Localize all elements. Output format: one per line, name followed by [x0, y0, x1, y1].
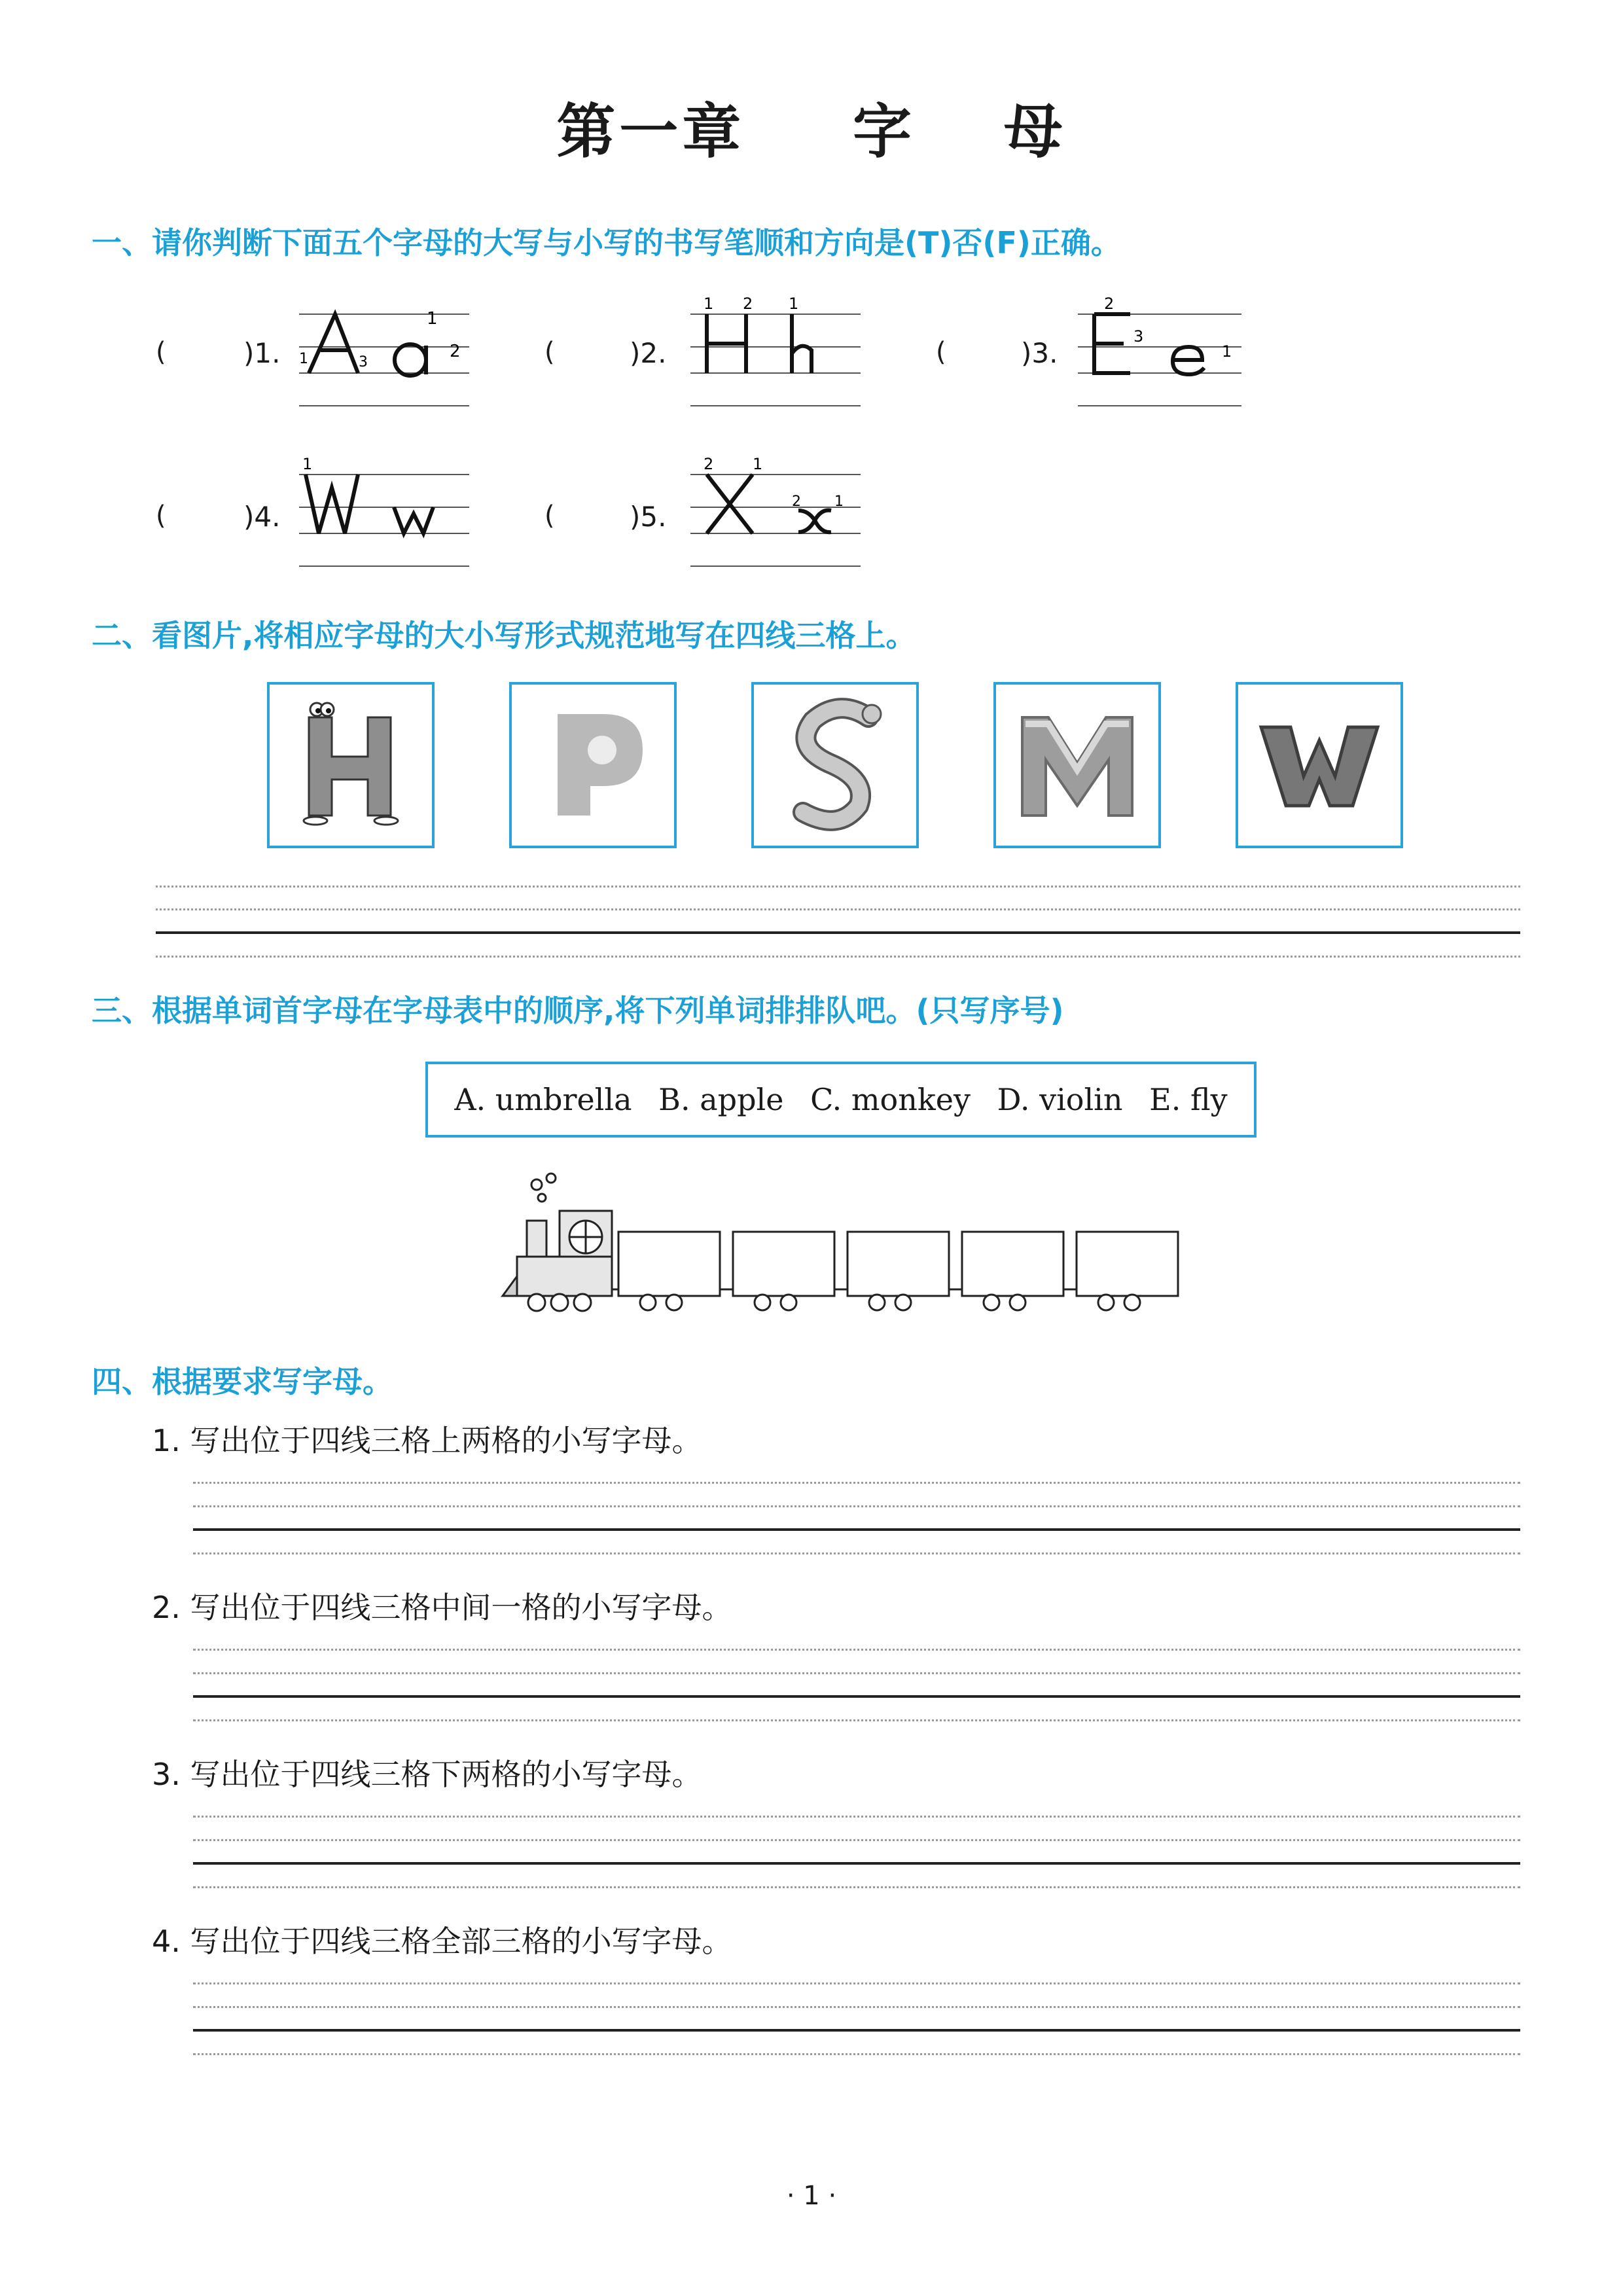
svg-text:1: 1 — [753, 455, 763, 473]
q4-2-line-middle — [193, 1672, 1520, 1674]
title-char-1: 字 — [853, 97, 916, 166]
letter-stroke-diagram-xx — [687, 455, 864, 573]
q4-1-line-bottom — [193, 1552, 1520, 1554]
train-car-5 — [1077, 1232, 1178, 1296]
word-option-e: E. fly — [1149, 1082, 1228, 1117]
q1-item-1-number: )1. — [243, 337, 281, 369]
q4-item-2: 2. 写出位于四线三格中间一格的小写字母。 — [152, 1590, 732, 1625]
q4-item-4: 4. 写出位于四线三格全部三格的小写字母。 — [152, 1924, 732, 1959]
q4-3-line-middle — [193, 1839, 1520, 1841]
writing-baseline — [156, 931, 1520, 934]
train-illustration — [497, 1172, 1191, 1319]
svg-text:1: 1 — [704, 295, 714, 313]
q4-3-baseline — [193, 1862, 1520, 1865]
svg-text:1: 1 — [789, 295, 799, 313]
train-car-3 — [847, 1232, 949, 1296]
svg-text:2: 2 — [450, 342, 461, 361]
q4-4-baseline — [193, 2029, 1520, 2032]
picture-letter-s — [751, 682, 919, 848]
writing-line-top — [156, 886, 1520, 888]
svg-text:2: 2 — [704, 455, 714, 473]
section-1-heading: 一、请你判断下面五个字母的大写与小写的书写笔顺和方向是(T)否(F)正确。 — [92, 225, 1121, 260]
picture-letter-m — [993, 682, 1161, 848]
q4-4-line-top — [193, 1982, 1520, 1984]
word-option-c: C. monkey — [810, 1082, 971, 1117]
q4-item-1: 1. 写出位于四线三格上两格的小写字母。 — [152, 1423, 702, 1458]
m-character-illustration — [996, 685, 1158, 846]
writing-line-bottom — [156, 956, 1520, 958]
page-title — [0, 84, 1623, 169]
q4-3-line-top — [193, 1816, 1520, 1818]
w-character-illustration — [1238, 685, 1400, 846]
q4-2-baseline — [193, 1695, 1520, 1698]
train-car-4 — [962, 1232, 1063, 1296]
title-chapter: 第一章 — [556, 97, 745, 166]
svg-text:2: 2 — [792, 493, 801, 510]
svg-text:3: 3 — [359, 354, 368, 370]
answer-paren-open-4: ( — [156, 501, 166, 531]
page-number: · 1 · — [786, 2181, 837, 2211]
answer-paren-open-3: ( — [936, 337, 946, 367]
train-car-1 — [618, 1232, 720, 1296]
q1-item-2-number: )2. — [630, 337, 667, 369]
locomotive — [503, 1174, 612, 1296]
train-car-2 — [733, 1232, 834, 1296]
answer-paren-open-1: ( — [156, 337, 166, 367]
svg-text:1: 1 — [427, 309, 438, 329]
letter-stroke-diagram-ww — [296, 455, 473, 573]
letter-stroke-diagram-hh — [687, 295, 864, 412]
svg-text:3: 3 — [1133, 327, 1144, 346]
q4-2-line-top — [193, 1649, 1520, 1651]
section-2-heading: 二、看图片,将相应字母的大小写形式规范地写在四线三格上。 — [92, 618, 916, 653]
word-options-box — [425, 1062, 1257, 1138]
picture-letter-w — [1236, 682, 1403, 848]
svg-text:1: 1 — [302, 455, 313, 473]
q4-3-line-bottom — [193, 1886, 1520, 1888]
s-snake-illustration — [754, 685, 916, 846]
section-3-heading: 三、根据单词首字母在字母表中的顺序,将下列单词排排队吧。(只写序号) — [92, 993, 1064, 1028]
q4-1-line-middle — [193, 1505, 1520, 1507]
q4-item-3: 3. 写出位于四线三格下两格的小写字母。 — [152, 1757, 702, 1792]
answer-paren-open-5: ( — [544, 501, 555, 531]
title-char-2: 母 — [1003, 97, 1067, 166]
answer-paren-open-2: ( — [544, 337, 555, 367]
letter-stroke-diagram-ee — [1075, 295, 1245, 412]
answer-blank-3[interactable] — [969, 331, 1021, 370]
locomotive-wheels — [528, 1294, 591, 1311]
writing-line-middle — [156, 908, 1520, 910]
letter-stroke-diagram-aa — [296, 295, 473, 412]
p-character-illustration — [512, 685, 674, 846]
section-4-heading: 四、根据要求写字母。 — [92, 1364, 393, 1399]
q4-2-line-bottom — [193, 1719, 1520, 1721]
svg-text:2: 2 — [743, 295, 753, 313]
answer-blank-4[interactable] — [190, 494, 242, 533]
svg-text:2: 2 — [1104, 295, 1115, 313]
q1-item-4-number: )4. — [243, 501, 281, 533]
q1-item-3-number: )3. — [1021, 337, 1058, 369]
answer-blank-2[interactable] — [577, 331, 630, 370]
picture-letter-p — [509, 682, 677, 848]
h-character-illustration — [270, 685, 432, 846]
word-option-a: A. umbrella — [454, 1082, 632, 1117]
q1-item-5-number: )5. — [630, 501, 667, 533]
answer-blank-5[interactable] — [577, 494, 630, 533]
word-option-d: D. violin — [997, 1082, 1123, 1117]
picture-letter-h — [267, 682, 435, 848]
svg-text:1: 1 — [1222, 342, 1232, 361]
q4-4-line-middle — [193, 2006, 1520, 2008]
answer-blank-1[interactable] — [190, 331, 242, 370]
svg-text:1: 1 — [299, 351, 308, 367]
q4-1-line-top — [193, 1482, 1520, 1484]
q4-4-line-bottom — [193, 2053, 1520, 2055]
q4-1-baseline — [193, 1528, 1520, 1531]
word-option-b: B. apple — [658, 1082, 784, 1117]
svg-text:1: 1 — [834, 493, 844, 510]
